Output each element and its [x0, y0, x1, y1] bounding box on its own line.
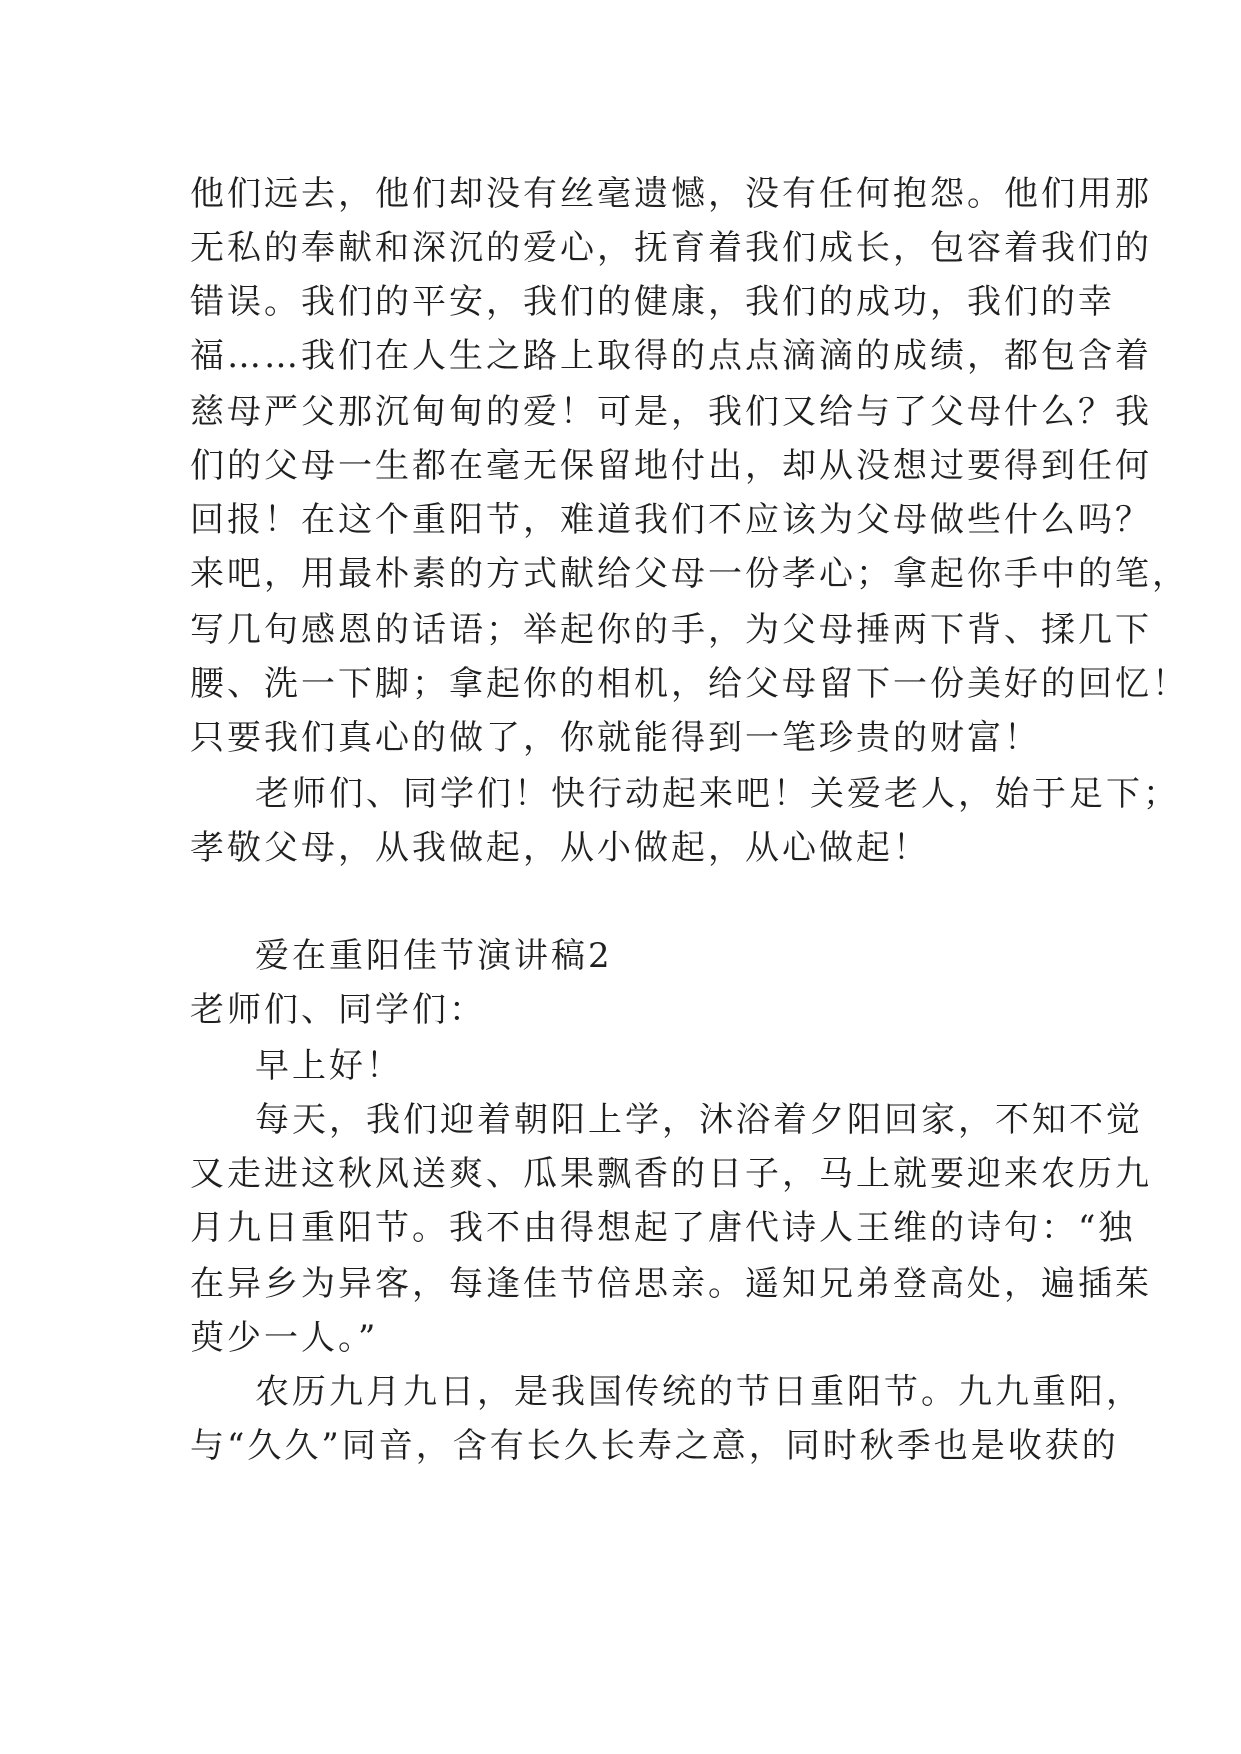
text-line: 无私的奉献和深沉的爱心，抚育着我们成长，包容着我们的 — [190, 228, 1152, 268]
text-line: 他们远去，他们却没有丝毫遗憾，没有任何抱怨。他们用那 — [190, 174, 1152, 214]
text-line: 们的父母一生都在毫无保留地付出，却从没想过要得到任何 — [190, 446, 1152, 486]
text-line: 农历九月九日，是我国传统的节日重阳节。九九重阳， — [255, 1372, 1143, 1412]
text-line: 老师们、同学们！快行动起来吧！关爱老人，始于足下； — [255, 774, 1180, 814]
text-line: 在异乡为异客，每逢佳节倍思亲。遥知兄弟登高处，遍插茱 — [190, 1264, 1152, 1304]
text-line: 孝敬父母，从我做起，从小做起，从心做起！ — [190, 828, 930, 868]
text-line: 回报！在这个重阳节，难道我们不应该为父母做些什么吗？ — [190, 500, 1152, 540]
text-line: 萸少一人。” — [190, 1318, 379, 1358]
text-line: 来吧，用最朴素的方式献给父母一份孝心；拿起你手中的笔， — [190, 554, 1189, 594]
section-title: 爱在重阳佳节演讲稿2 — [255, 936, 613, 976]
text-line: 只要我们真心的做了，你就能得到一笔珍贵的财富！ — [190, 718, 1041, 758]
greeting: 早上好！ — [255, 1046, 403, 1086]
text-line: 错误。我们的平安，我们的健康，我们的成功，我们的幸 — [190, 282, 1115, 322]
text-line: 慈母严父那沉甸甸的爱！可是，我们又给与了父母什么？我 — [190, 392, 1152, 432]
text-line: 又走进这秋风送爽、瓜果飘香的日子，马上就要迎来农历九 — [190, 1154, 1152, 1194]
text-line: 每天，我们迎着朝阳上学，沐浴着夕阳回家，不知不觉 — [255, 1100, 1143, 1140]
salutation: 老师们、同学们： — [190, 990, 486, 1030]
text-line: 写几句感恩的话语；举起你的手，为父母捶两下背、揉几下 — [190, 610, 1152, 650]
text-line: 月九日重阳节。我不由得想起了唐代诗人王维的诗句：“独 — [190, 1208, 1136, 1248]
text-line: 与“久久”同音，含有长久长寿之意，同时秋季也是收获的 — [190, 1426, 1119, 1466]
text-line: 腰、洗一下脚；拿起你的相机，给父母留下一份美好的回忆！ — [190, 664, 1189, 704]
text-line: 福……我们在人生之路上取得的点点滴滴的成绩，都包含着 — [190, 336, 1152, 376]
